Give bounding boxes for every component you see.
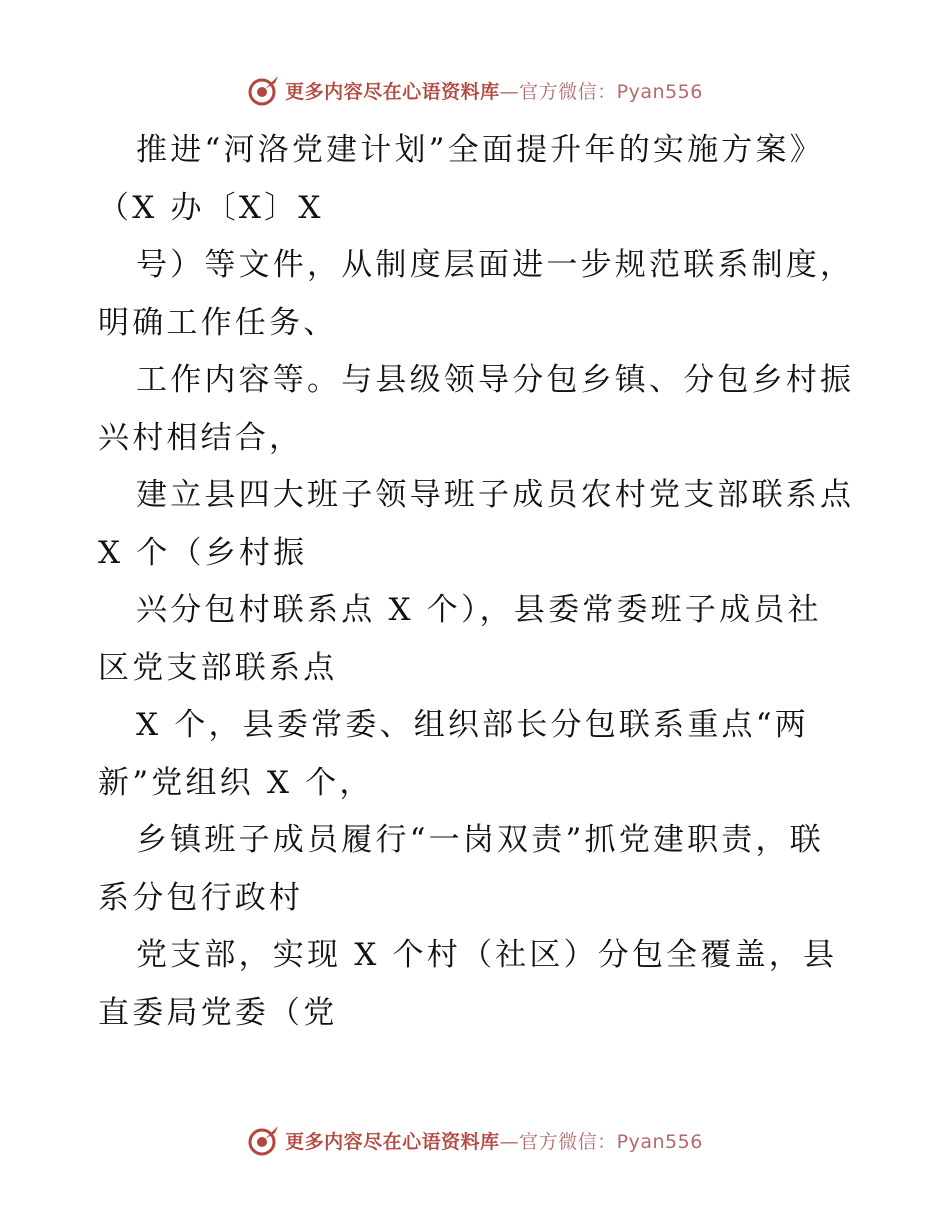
header-watermark <box>0 70 950 110</box>
footer-watermark <box>0 1120 950 1160</box>
watermark-text: 更多内容尽在心语资料库—官方微信：Pyan556 <box>285 1130 703 1153</box>
body-text-line: 区党支部联系点 <box>98 649 338 686</box>
body-text-line: 推进“河洛党建计划”全面提升年的实施方案》 <box>136 132 824 168</box>
body-text-line: 党支部，实现 X 个村（社区）分包全覆盖，县 <box>136 937 838 973</box>
body-text-line: 兴分包村联系点 X 个），县委常委班子成员社 <box>136 592 822 628</box>
body-text-line: 号）等文件，从制度层面进一步规范联系制度， <box>136 247 855 283</box>
quill-logo-icon <box>247 73 281 107</box>
body-text-line: 建立县四大班子领导班子成员农村党支部联系点 <box>136 477 855 513</box>
body-text-line: 系分包行政村 <box>98 879 304 916</box>
body-text-line: 工作内容等。与县级领导分包乡镇、分包乡村振 <box>136 362 855 398</box>
body-text-line: X 个，县委常委、组织部长分包联系重点“两 <box>136 707 809 743</box>
body-text-line: X 个（乡村振 <box>98 534 308 571</box>
body-text-line: 兴村相结合， <box>98 419 304 456</box>
body-text-line: （X 办〔X〕X <box>98 189 324 226</box>
quill-logo-icon <box>247 1123 281 1157</box>
body-text-line: 明确工作任务、 <box>98 304 338 341</box>
body-text-line: 直委局党委（党 <box>98 994 338 1031</box>
watermark-text: 更多内容尽在心语资料库—官方微信：Pyan556 <box>285 80 703 103</box>
body-text-line: 新”党组织 X 个， <box>98 764 374 801</box>
body-text-line: 乡镇班子成员履行“一岗双责”抓党建职责，联 <box>136 822 824 858</box>
document-body <box>98 122 868 1042</box>
